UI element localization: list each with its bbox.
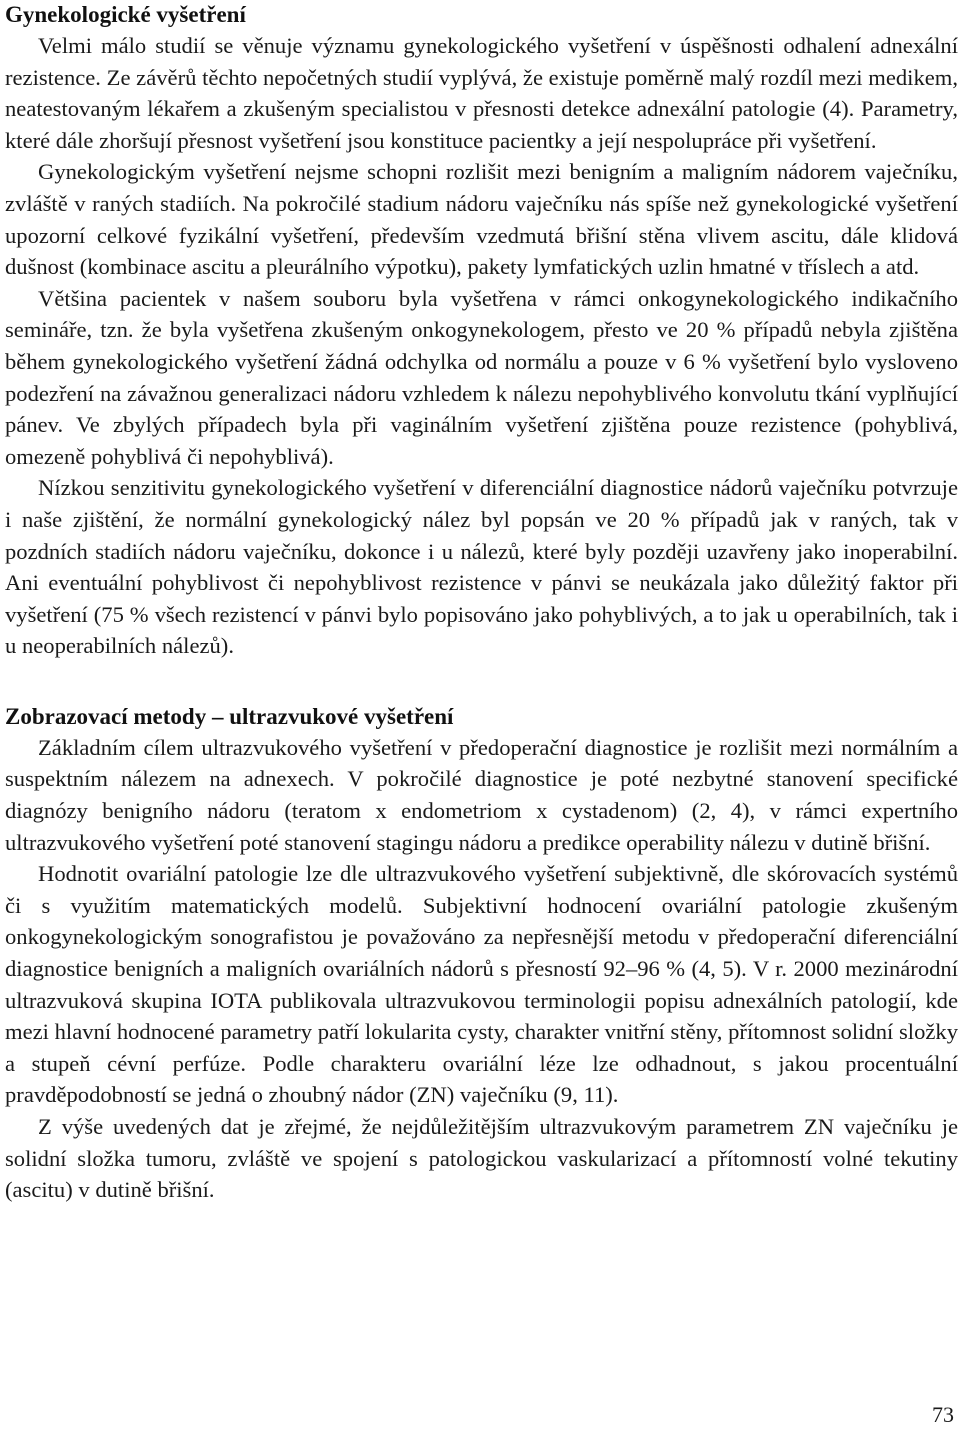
page-number: 73 <box>932 1402 954 1427</box>
paragraph: Z výše uvedených dat je zřejmé, že nejdůležitějším ultrazvukovým parametrem ZN vaječníku je solidní složka tumoru, zvláště ve spojení s patologickou vaskularizací a přítomností volné tekutiny (ascitu) v dutině břišní. <box>5 1114 958 1203</box>
paragraph: Gynekologickým vyšetření nejsme schopni rozlišit mezi benigním a maligním nádorem vaječníku, zvláště v raných stadiích. Na pokročilé stadium nádoru vaječníku nás spíše než gynekologické vyšetření upozorní celkové fyzikální vyšetření, především vzedmutá břišní stěna vlivem ascitu, dále klidová dušnost (kombinace ascitu a pleurálního výpotku), pakety lymfatických uzlin hmatné v tříslech a atd. <box>5 159 958 280</box>
paragraph: Hodnotit ovariální patologie lze dle ultrazvukového vyšetření subjektivně, dle skórovacích systémů či s využitím matematických modelů. Subjektivní hodnocení ovariální patologie zkušeným onkogynekologickým sonografistou je považováno za nepřesnější metodu v předoperační diferenciální diagnostice benigních a maligních ovariálních nádorů s přesností 92–96 % (4, 5). V r. 2000 mezinárodní ultrazvuková skupina IOTA publikovala ultrazvukovou terminologii popisu adnexálních patologií, kde mezi hlavní hodnocené parametry patří lokularita cysty, charakter vnitřní stěny, přítomnost solidní složky a stupeň cévní perfúze. Podle charakteru ovariální léze lze odhadnout, s jakou procentuální pravděpodobností se jedná o zhoubný nádor (ZN) vaječníku (9, 11). <box>5 861 958 1108</box>
section-heading: Zobrazovací metody – ultrazvukové vyšetření <box>5 703 454 729</box>
document-page <box>5 0 958 1206</box>
section-heading: Gynekologické vyšetření <box>5 2 246 27</box>
paragraph: Základním cílem ultrazvukového vyšetření v předoperační diagnostice je rozlišit mezi normálním a suspektním nálezem na adnexech. V pokročilé diagnostice je poté nezbytné stanovení specifické diagnózy benigního nádoru (teratom x endometriom x cystadenom) (2, 4), v rámci expertního ultrazvukového vyšetření poté stanovení stagingu nádoru a predikce operability nálezu v dutině břišní. <box>5 734 958 855</box>
paragraph: Nízkou senzitivitu gynekologického vyšetření v diferenciální diagnostice nádorů vaječníku potvrzuje i naše zjištění, že normální gynekologický nález byl popsán ve 20 % případů jak v raných, tak v pozdních stadiích nádoru vaječníku, dokonce i u nálezů, které byly později uzavřeny jako inoperabilní. Ani eventuální pohyblivost či nepohyblivost rezistence v pánvi se neukázala jako důležitý faktor při vyšetření (75 % všech rezistencí v pánvi bylo popisováno jako pohyblivých, a to jak u operabilních, tak i u neoperabilních nálezů). <box>5 475 958 659</box>
section-gynecological-exam <box>5 0 958 662</box>
paragraph: Většina pacientek v našem souboru byla vyšetřena v rámci onkogynekologického indikačního semináře, tzn. že byla vyšetřena zkušeným onkogynekologem, přesto ve 20 % případů nebyla zjištěna během gynekologického vyšetření žádná odchylka od normálu a pouze v 6 % vyšetření bylo vysloveno podezření na závažnou generalizaci nádoru vzhledem k nálezu nepohyblivého konvolutu tkání vyplňující pánev. Ve zbylých případech byla při vaginálním vyšetření zjištěna pouze rezistence (pohyblivá, omezeně pohyblivá či nepohyblivá). <box>5 285 958 469</box>
section-imaging-ultrasound <box>5 702 958 1206</box>
paragraph: Velmi málo studií se věnuje významu gynekologického vyšetření v úspěšnosti odhalení adnexální rezistence. Ze závěrů těchto nepočetných studií vyplývá, že existuje poměrně malý rozdíl mezi medikem, neatestovaným lékařem a zkušeným specialistou v přesnosti detekce adnexální patologie (4). Parametry, které dále zhoršují přesnost vyšetření jsou konstituce pacientky a její nespolupráce při vyšetření. <box>5 33 958 153</box>
